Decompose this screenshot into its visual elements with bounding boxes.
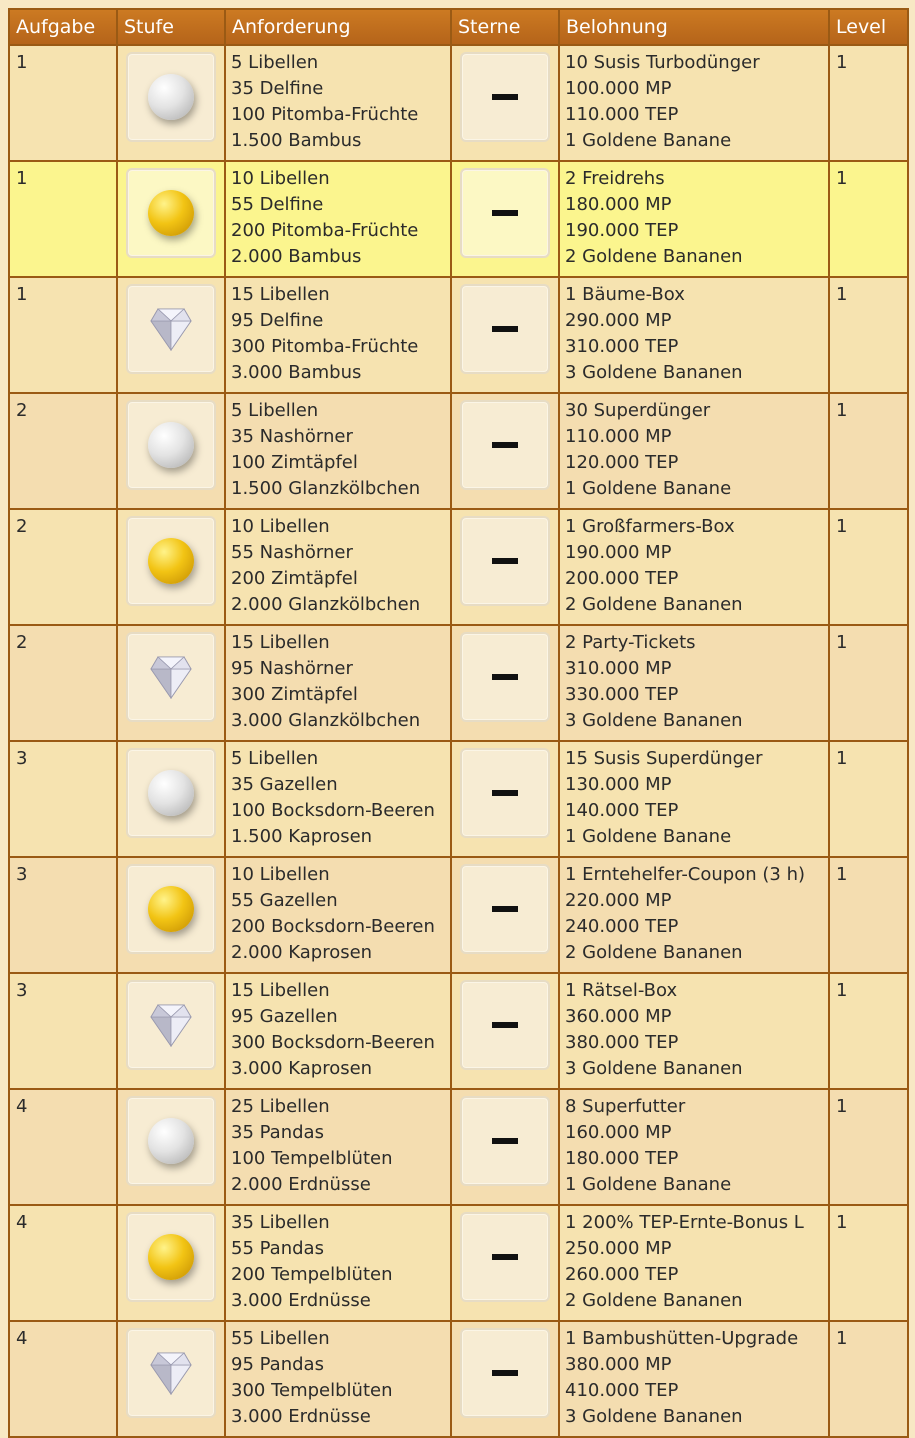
no-stars-dash <box>492 1138 518 1144</box>
reward-line: 220.000 MP <box>565 890 672 911</box>
silver-coin-icon <box>148 74 194 120</box>
requirement-line: 3.000 Erdnüsse <box>231 1290 371 1311</box>
header-row <box>9 9 908 45</box>
stufe-badge <box>126 1212 216 1302</box>
requirement-line: 35 Delfine <box>231 78 324 99</box>
requirement-line: 200 Bocksdorn-Beeren <box>231 916 435 937</box>
requirement-line: 35 Pandas <box>231 1122 324 1143</box>
reward-line: 120.000 TEP <box>565 452 679 473</box>
cell-level: 1 <box>829 625 908 741</box>
requirement-line: 2.000 Bambus <box>231 246 362 267</box>
stufe-badge <box>126 1096 216 1186</box>
cell-level: 1 <box>829 277 908 393</box>
requirement-line: 55 Libellen <box>231 1328 330 1349</box>
reward-line: 290.000 MP <box>565 310 672 331</box>
requirement-line: 300 Bocksdorn-Beeren <box>231 1032 435 1053</box>
stufe-badge <box>126 632 216 722</box>
table-row <box>9 1205 908 1321</box>
sterne-badge <box>460 1328 550 1418</box>
cell-anforderung <box>225 45 451 161</box>
cell-aufgabe: 1 <box>9 45 117 161</box>
requirement-line: 55 Gazellen <box>231 890 338 911</box>
reward-line: 1 Goldene Banane <box>565 130 732 151</box>
requirement-line: 55 Delfine <box>231 194 324 215</box>
stufe-badge <box>126 1328 216 1418</box>
sterne-badge <box>460 284 550 374</box>
reward-line: 130.000 MP <box>565 774 672 795</box>
header-stufe: Stufe <box>117 9 225 45</box>
reward-line: 140.000 TEP <box>565 800 679 821</box>
reward-line: 310.000 TEP <box>565 336 679 357</box>
cell-aufgabe: 3 <box>9 741 117 857</box>
gold-coin-icon <box>148 886 194 932</box>
reward-line: 160.000 MP <box>565 1122 672 1143</box>
diamond-icon <box>150 655 192 699</box>
reward-line: 1 Großfarmers-Box <box>565 516 735 537</box>
reward-line: 30 Superdünger <box>565 400 711 421</box>
cell-stufe <box>117 1205 225 1321</box>
cell-anforderung <box>225 509 451 625</box>
requirement-line: 5 Libellen <box>231 748 319 769</box>
diamond-icon <box>150 307 192 351</box>
cell-aufgabe: 2 <box>9 509 117 625</box>
reward-line: 3 Goldene Bananen <box>565 1406 743 1427</box>
requirement-line: 3.000 Erdnüsse <box>231 1406 371 1427</box>
reward-line: 1 200% TEP-Ernte-Bonus L <box>565 1212 804 1233</box>
cell-belohnung <box>559 741 829 857</box>
cell-stufe <box>117 857 225 973</box>
quest-table-frame <box>8 8 907 1427</box>
reward-line: 250.000 MP <box>565 1238 672 1259</box>
reward-line: 360.000 MP <box>565 1006 672 1027</box>
reward-line: 240.000 TEP <box>565 916 679 937</box>
sterne-badge <box>460 516 550 606</box>
sterne-badge <box>460 52 550 142</box>
requirement-line: 10 Libellen <box>231 864 330 885</box>
cell-aufgabe: 4 <box>9 1321 117 1437</box>
cell-aufgabe: 1 <box>9 277 117 393</box>
requirement-line: 3.000 Glanzkölbchen <box>231 710 421 731</box>
reward-line: 1 Bäume-Box <box>565 284 685 305</box>
no-stars-dash <box>492 94 518 100</box>
reward-line: 110.000 MP <box>565 426 672 447</box>
requirement-line: 300 Zimtäpfel <box>231 684 358 705</box>
reward-line: 410.000 TEP <box>565 1380 679 1401</box>
reward-line: 180.000 MP <box>565 194 672 215</box>
no-stars-dash <box>492 1370 518 1376</box>
reward-line: 15 Susis Superdünger <box>565 748 763 769</box>
reward-line: 1 Goldene Banane <box>565 826 732 847</box>
cell-level: 1 <box>829 1321 908 1437</box>
cell-aufgabe: 2 <box>9 625 117 741</box>
cell-belohnung <box>559 1205 829 1321</box>
cell-anforderung <box>225 1321 451 1437</box>
reward-line: 8 Superfutter <box>565 1096 686 1117</box>
reward-line: 330.000 TEP <box>565 684 679 705</box>
cell-belohnung <box>559 45 829 161</box>
cell-level: 1 <box>829 1205 908 1321</box>
reward-line: 1 Rätsel-Box <box>565 980 678 1001</box>
cell-sterne <box>451 1205 559 1321</box>
requirement-line: 300 Tempelblüten <box>231 1380 393 1401</box>
cell-level: 1 <box>829 509 908 625</box>
requirement-line: 15 Libellen <box>231 980 330 1001</box>
no-stars-dash <box>492 442 518 448</box>
requirement-line: 100 Tempelblüten <box>231 1148 393 1169</box>
requirement-line: 95 Pandas <box>231 1354 324 1375</box>
quest-table <box>8 8 909 1438</box>
table-row <box>9 857 908 973</box>
requirement-line: 15 Libellen <box>231 632 330 653</box>
requirement-line: 95 Gazellen <box>231 1006 338 1027</box>
sterne-badge <box>460 168 550 258</box>
cell-anforderung <box>225 1089 451 1205</box>
cell-sterne <box>451 1089 559 1205</box>
no-stars-dash <box>492 210 518 216</box>
cell-aufgabe: 3 <box>9 973 117 1089</box>
reward-line: 190.000 MP <box>565 542 672 563</box>
header-sterne: Sterne <box>451 9 559 45</box>
cell-anforderung <box>225 741 451 857</box>
cell-anforderung <box>225 161 451 277</box>
cell-stufe <box>117 1089 225 1205</box>
cell-aufgabe: 4 <box>9 1089 117 1205</box>
cell-stufe <box>117 625 225 741</box>
gold-coin-icon <box>148 1234 194 1280</box>
requirement-line: 100 Bocksdorn-Beeren <box>231 800 435 821</box>
table-row <box>9 393 908 509</box>
reward-line: 1 Bambushütten-Upgrade <box>565 1328 799 1349</box>
cell-stufe <box>117 161 225 277</box>
cell-sterne <box>451 625 559 741</box>
sterne-badge <box>460 748 550 838</box>
requirement-line: 10 Libellen <box>231 516 330 537</box>
diamond-icon <box>150 1003 192 1047</box>
table-row <box>9 1321 908 1437</box>
cell-sterne <box>451 1321 559 1437</box>
cell-sterne <box>451 741 559 857</box>
reward-line: 1 Goldene Banane <box>565 478 732 499</box>
reward-line: 2 Goldene Bananen <box>565 1290 743 1311</box>
requirement-line: 1.500 Bambus <box>231 130 362 151</box>
reward-line: 3 Goldene Bananen <box>565 362 743 383</box>
cell-belohnung <box>559 277 829 393</box>
cell-stufe <box>117 509 225 625</box>
silver-coin-icon <box>148 1118 194 1164</box>
requirement-line: 100 Zimtäpfel <box>231 452 358 473</box>
reward-line: 380.000 TEP <box>565 1032 679 1053</box>
stufe-badge <box>126 52 216 142</box>
requirement-line: 35 Libellen <box>231 1212 330 1233</box>
requirement-line: 55 Pandas <box>231 1238 324 1259</box>
reward-line: 3 Goldene Bananen <box>565 710 743 731</box>
cell-anforderung <box>225 277 451 393</box>
requirement-line: 95 Nashörner <box>231 658 353 679</box>
table-row <box>9 161 908 277</box>
requirement-line: 2.000 Erdnüsse <box>231 1174 371 1195</box>
requirement-line: 10 Libellen <box>231 168 330 189</box>
reward-line: 10 Susis Turbodünger <box>565 52 760 73</box>
cell-aufgabe: 1 <box>9 161 117 277</box>
requirement-line: 35 Nashörner <box>231 426 353 447</box>
reward-line: 100.000 MP <box>565 78 672 99</box>
cell-sterne <box>451 393 559 509</box>
cell-sterne <box>451 973 559 1089</box>
cell-level: 1 <box>829 741 908 857</box>
cell-anforderung <box>225 857 451 973</box>
no-stars-dash <box>492 790 518 796</box>
stufe-badge <box>126 516 216 606</box>
no-stars-dash <box>492 906 518 912</box>
cell-level: 1 <box>829 45 908 161</box>
table-row <box>9 1089 908 1205</box>
stufe-badge <box>126 400 216 490</box>
cell-stufe <box>117 741 225 857</box>
cell-level: 1 <box>829 973 908 1089</box>
requirement-line: 100 Pitomba-Früchte <box>231 104 419 125</box>
reward-line: 3 Goldene Bananen <box>565 1058 743 1079</box>
cell-aufgabe: 3 <box>9 857 117 973</box>
reward-line: 380.000 MP <box>565 1354 672 1375</box>
stufe-badge <box>126 168 216 258</box>
diamond-icon <box>150 1351 192 1395</box>
sterne-badge <box>460 400 550 490</box>
cell-anforderung <box>225 1205 451 1321</box>
cell-stufe <box>117 45 225 161</box>
table-row <box>9 509 908 625</box>
cell-sterne <box>451 509 559 625</box>
sterne-badge <box>460 864 550 954</box>
gold-coin-icon <box>148 190 194 236</box>
cell-anforderung <box>225 625 451 741</box>
cell-aufgabe: 2 <box>9 393 117 509</box>
reward-line: 2 Party-Tickets <box>565 632 696 653</box>
table-row <box>9 277 908 393</box>
reward-line: 310.000 MP <box>565 658 672 679</box>
requirement-line: 1.500 Kaprosen <box>231 826 373 847</box>
requirement-line: 3.000 Bambus <box>231 362 362 383</box>
requirement-line: 300 Pitomba-Früchte <box>231 336 419 357</box>
cell-sterne <box>451 161 559 277</box>
header-aufgabe: Aufgabe <box>9 9 117 45</box>
reward-line: 180.000 TEP <box>565 1148 679 1169</box>
cell-level: 1 <box>829 161 908 277</box>
requirement-line: 3.000 Kaprosen <box>231 1058 373 1079</box>
table-row <box>9 741 908 857</box>
cell-level: 1 <box>829 857 908 973</box>
cell-stufe <box>117 1321 225 1437</box>
table-row <box>9 625 908 741</box>
cell-belohnung <box>559 1089 829 1205</box>
no-stars-dash <box>492 674 518 680</box>
reward-line: 260.000 TEP <box>565 1264 679 1285</box>
reward-line: 2 Goldene Bananen <box>565 942 743 963</box>
reward-line: 2 Goldene Bananen <box>565 246 743 267</box>
no-stars-dash <box>492 1022 518 1028</box>
cell-sterne <box>451 45 559 161</box>
cell-aufgabe: 4 <box>9 1205 117 1321</box>
sterne-badge <box>460 1212 550 1302</box>
cell-stufe <box>117 277 225 393</box>
gold-coin-icon <box>148 538 194 584</box>
requirement-line: 25 Libellen <box>231 1096 330 1117</box>
header-level: Level <box>829 9 908 45</box>
requirement-line: 5 Libellen <box>231 400 319 421</box>
requirement-line: 55 Nashörner <box>231 542 353 563</box>
stufe-badge <box>126 980 216 1070</box>
no-stars-dash <box>492 558 518 564</box>
requirement-line: 200 Pitomba-Früchte <box>231 220 419 241</box>
requirement-line: 15 Libellen <box>231 284 330 305</box>
silver-coin-icon <box>148 770 194 816</box>
requirement-line: 1.500 Glanzkölbchen <box>231 478 421 499</box>
cell-belohnung <box>559 857 829 973</box>
stufe-badge <box>126 284 216 374</box>
cell-belohnung <box>559 1321 829 1437</box>
cell-belohnung <box>559 625 829 741</box>
cell-anforderung <box>225 973 451 1089</box>
reward-line: 2 Freidrehs <box>565 168 665 189</box>
cell-level: 1 <box>829 1089 908 1205</box>
cell-belohnung <box>559 973 829 1089</box>
cell-belohnung <box>559 161 829 277</box>
cell-belohnung <box>559 509 829 625</box>
requirement-line: 2.000 Glanzkölbchen <box>231 594 421 615</box>
header-anforderung: Anforderung <box>225 9 451 45</box>
reward-line: 1 Erntehelfer-Coupon (3 h) <box>565 864 805 885</box>
cell-belohnung <box>559 393 829 509</box>
cell-stufe <box>117 973 225 1089</box>
sterne-badge <box>460 632 550 722</box>
reward-line: 1 Goldene Banane <box>565 1174 732 1195</box>
requirement-line: 5 Libellen <box>231 52 319 73</box>
no-stars-dash <box>492 1254 518 1260</box>
requirement-line: 200 Zimtäpfel <box>231 568 358 589</box>
stufe-badge <box>126 748 216 838</box>
requirement-line: 35 Gazellen <box>231 774 338 795</box>
header-belohnung: Belohnung <box>559 9 829 45</box>
stufe-badge <box>126 864 216 954</box>
reward-line: 110.000 TEP <box>565 104 679 125</box>
requirement-line: 95 Delfine <box>231 310 324 331</box>
sterne-badge <box>460 1096 550 1186</box>
reward-line: 2 Goldene Bananen <box>565 594 743 615</box>
cell-level: 1 <box>829 393 908 509</box>
cell-sterne <box>451 277 559 393</box>
reward-line: 190.000 TEP <box>565 220 679 241</box>
no-stars-dash <box>492 326 518 332</box>
cell-sterne <box>451 857 559 973</box>
table-row <box>9 45 908 161</box>
table-row <box>9 973 908 1089</box>
requirement-line: 200 Tempelblüten <box>231 1264 393 1285</box>
sterne-badge <box>460 980 550 1070</box>
silver-coin-icon <box>148 422 194 468</box>
cell-anforderung <box>225 393 451 509</box>
reward-line: 200.000 TEP <box>565 568 679 589</box>
requirement-line: 2.000 Kaprosen <box>231 942 373 963</box>
cell-stufe <box>117 393 225 509</box>
